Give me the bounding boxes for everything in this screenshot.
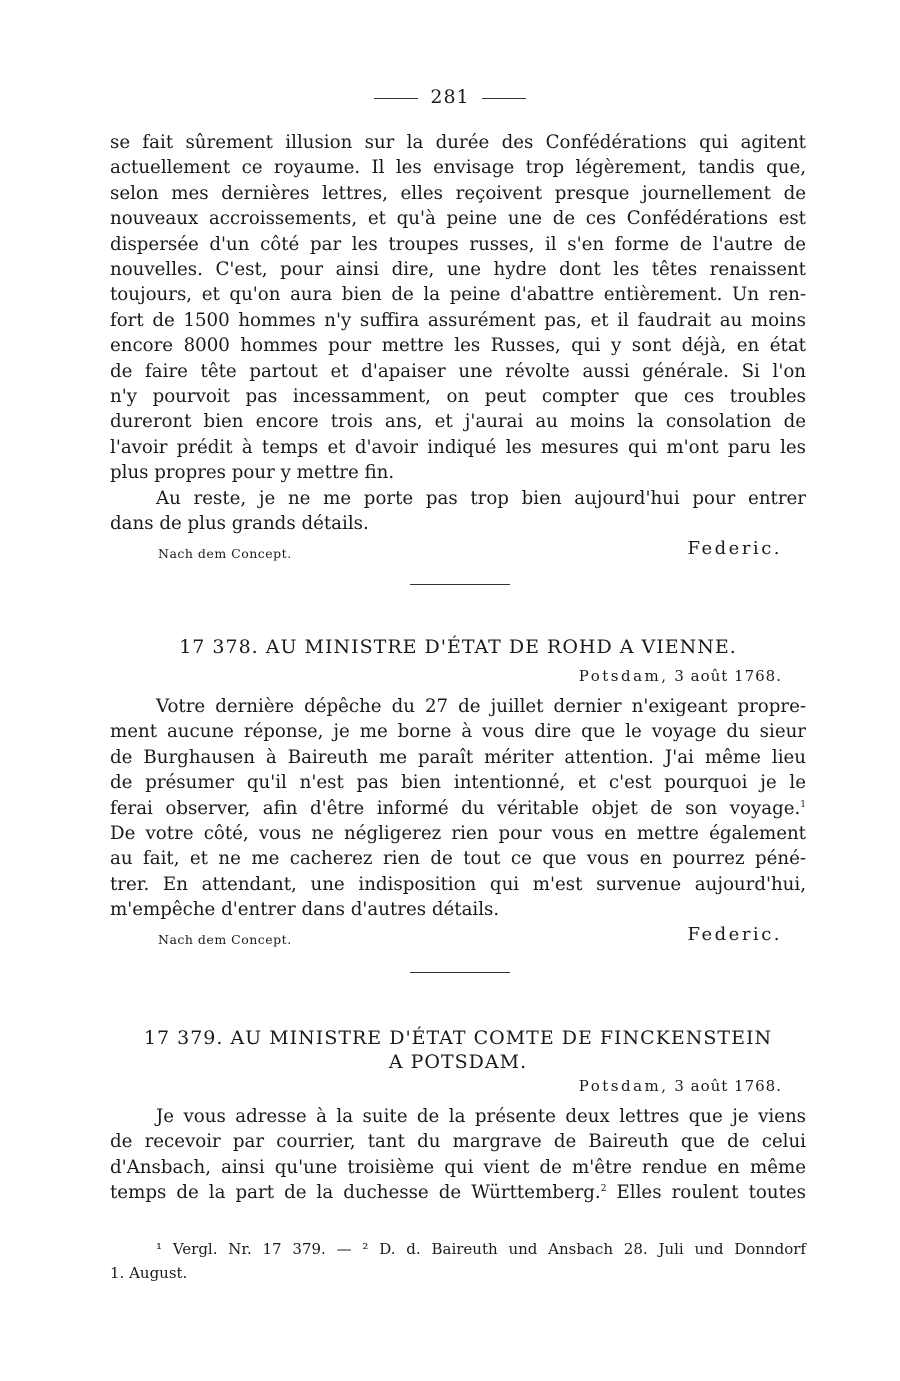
text-line: l'avoir prédit à temps et d'avoir indiqué les mesures qui m'ont paru les [110,436,806,458]
text-line: ferai observer, afin d'être informé du véritable objet de son voyage. [110,797,801,819]
text-line: de présumer qu'il n'est pas bien intentionné, et c'est pourquoi je le [110,772,806,794]
footnote-line: ¹ Vergl. Nr. 17 379. — ² D. d. Baireuth und Ansbach 28. Juli und Donndorf [156,1240,806,1258]
text-line: de recevoir par courrier, tant du margrave de Baireuth que de celui [110,1131,806,1153]
text-line: dureront bien encore trois ans, et j'aurai au moins la consolation de [110,411,806,433]
text-line: encore 8000 hommes pour mettre les Russes, qui y sont déjà, en état [110,335,806,357]
text-line: selon mes dernières lettres, elles reçoivent presque journellement de [110,182,806,204]
text-line: actuellement ce royaume. Il les envisage trop légèrement, tandis que, [110,157,806,179]
letter-3-dateline [579,1077,782,1095]
text-line: plus propres pour y mettre fin. [110,462,395,484]
header-dash-left [374,98,418,99]
running-head [0,86,900,108]
footnote-marker: 2 [600,1184,607,1195]
text-line: Au reste, je ne me porte pas trop bien aujourd'hui pour entrer [156,488,806,509]
letter-2-dateline [579,667,782,685]
dateline-date: 3 août 1768. [674,667,782,685]
dateline-place: Potsdam, [578,667,669,685]
section-divider [410,972,510,973]
text-line-with-footnote [110,796,806,821]
text-line: n'y pourvoit pas incessamment, on peut compter que ces troubles [110,386,806,408]
paragraph-1 [110,130,806,486]
dateline-place: Potsdam, [578,1077,669,1095]
text-line: de Burghausen à Baireuth me paraît mériter attention. J'ai même lieu [110,746,806,768]
footnote-line: 1. August. [110,1264,188,1282]
text-line: nouveaux accroissements, et qu'à peine une de ces Confédérations est [110,208,806,230]
letter-2-body [110,694,806,923]
text-line: nouvelles. C'est, pour ainsi dire, une hydre dont les têtes renaissent [110,259,806,281]
text-line: d'Ansbach, ainsi qu'une troisième qui vient de m'être rendue en même [110,1156,806,1178]
text-line-with-footnote [110,1180,806,1205]
text-line: m'empêche d'entrer dans d'autres détails. [110,899,500,921]
footnote-marker: 1 [800,799,806,810]
text-line: au fait, et ne me cacherez rien de tout ce que vous en pourrez péné- [110,848,806,870]
signature: Federic. [687,538,782,559]
text-line: de faire tête partout et d'apaiser une révolte aussi générale. Si l'on [110,360,806,382]
page-number: 281 [430,86,470,108]
header-dash-right [482,98,526,99]
letter-3-body [110,1104,806,1206]
letter-2-heading: 17 378. AU MINISTRE D'ÉTAT DE ROHD A VIENNE. [179,636,737,658]
section-divider [410,584,510,585]
text-line: se fait sûrement illusion sur la durée des Confédérations qui agitent [110,132,806,153]
text-line: fort de 1500 hommes n'y suffira assurément pas, et il faudrait au moins [110,309,806,331]
text-line: Elles roulent toutes [616,1182,806,1204]
text-line: dans de plus grands détails. [110,513,369,535]
concept-note: Nach dem Concept. [158,932,292,947]
letter-3-heading-line-2: A POTSDAM. [388,1051,528,1073]
text-line: De votre côté, vous ne négligerez rien pour vous en mettre également [110,823,806,845]
paragraph-2-text [110,486,806,537]
paragraph-2 [110,486,806,537]
signature: Federic. [687,924,782,945]
letter-3-text [110,1104,806,1206]
concept-note: Nach dem Concept. [158,546,292,561]
text-line: temps de la part de la duchesse de Württemberg. [110,1182,601,1204]
footnotes [110,1237,806,1285]
text-line: dispersée d'un côté par les troupes russes, il s'en forme de l'autre de [110,233,806,255]
letter-2-text [110,694,806,923]
text-line: Votre dernière dépêche du 27 de juillet dernier n'exigeant propre- [156,696,806,717]
paragraph-1-text [110,130,806,486]
text-line: Je vous adresse à la suite de la présente deux lettres que je viens [156,1106,806,1127]
text-line: toujours, et qu'on aura bien de la peine d'abattre entièrement. Un ren- [110,284,806,306]
text-line: ment aucune réponse, je me borne à vous dire que le voyage du sieur [110,721,806,743]
letter-3-heading-line-1: 17 379. AU MINISTRE D'ÉTAT COMTE DE FINCKENSTEIN [143,1027,773,1049]
dateline-date: 3 août 1768. [674,1077,782,1095]
text-line: trer. En attendant, une indisposition qui m'est survenue aujourd'hui, [110,873,806,895]
